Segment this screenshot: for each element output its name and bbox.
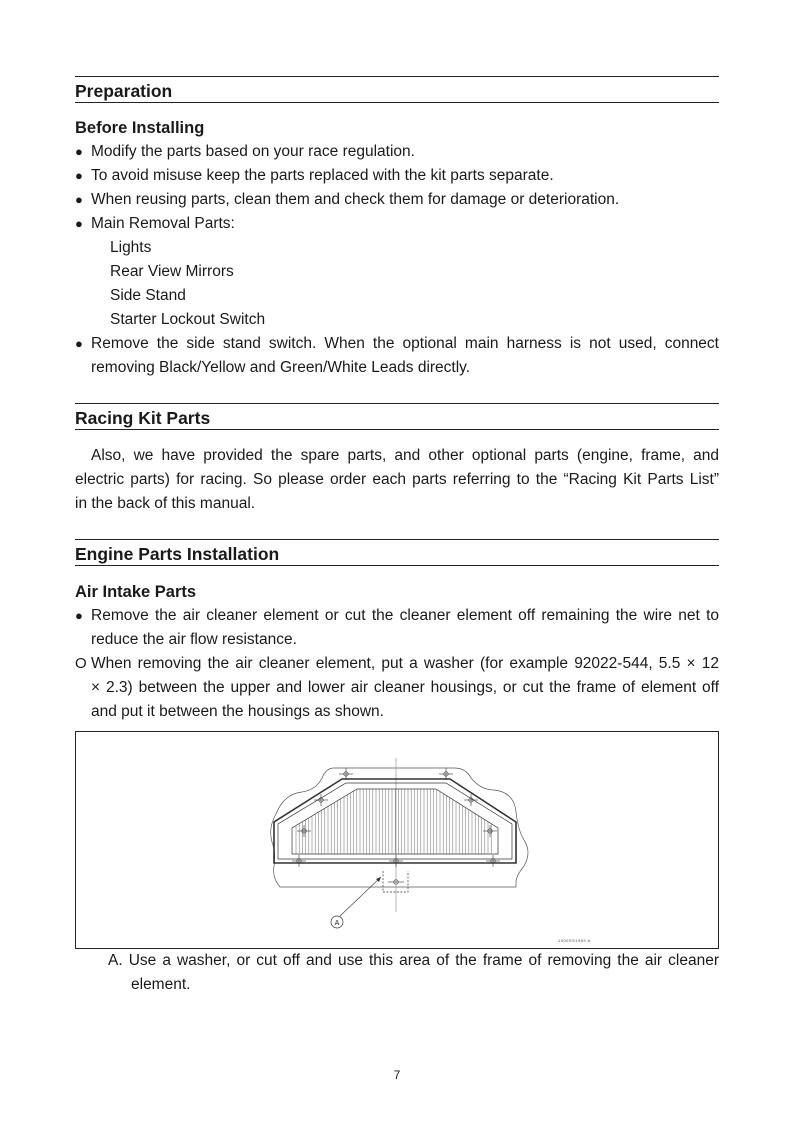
subheading-before-installing: Before Installing [75,119,205,137]
bullet-icon: ● [75,168,83,183]
bullet-icon: ● [75,216,83,231]
bullet-icon: ● [75,144,83,159]
air-cleaner-figure [75,731,719,949]
figure-code: 1000SS1983 A [558,938,591,943]
filter-pleats [296,789,491,854]
section-heading-preparation: Preparation [75,76,719,103]
cut-area [383,871,408,892]
removal-part-item: Side Stand [110,287,186,304]
bullet-icon: ● [75,192,83,207]
bullet-icon: ● [75,608,83,623]
housing-outline [271,768,528,887]
removal-part-item: Lights [110,239,152,256]
figure-caption: A. Use a washer, or cut off and use this area of the frame of removing the air cleaner [108,952,719,969]
section-heading-racing-kit-parts: Racing Kit Parts [75,403,719,430]
page-number: 7 [393,1068,401,1082]
callout-label: A [334,920,340,927]
subheading-air-intake-parts: Air Intake Parts [75,583,197,601]
figure-caption-continuation: element. [131,976,191,993]
note-circle-icon: O [75,655,87,672]
bullet-icon: ● [75,336,83,351]
removal-part-item: Rear View Mirrors [110,263,234,280]
removal-part-item: Starter Lockout Switch [110,311,266,328]
section-heading-engine-parts-installation: Engine Parts Installation [75,539,719,566]
callout-leader [340,877,381,916]
air-cleaner-diagram [76,732,720,950]
